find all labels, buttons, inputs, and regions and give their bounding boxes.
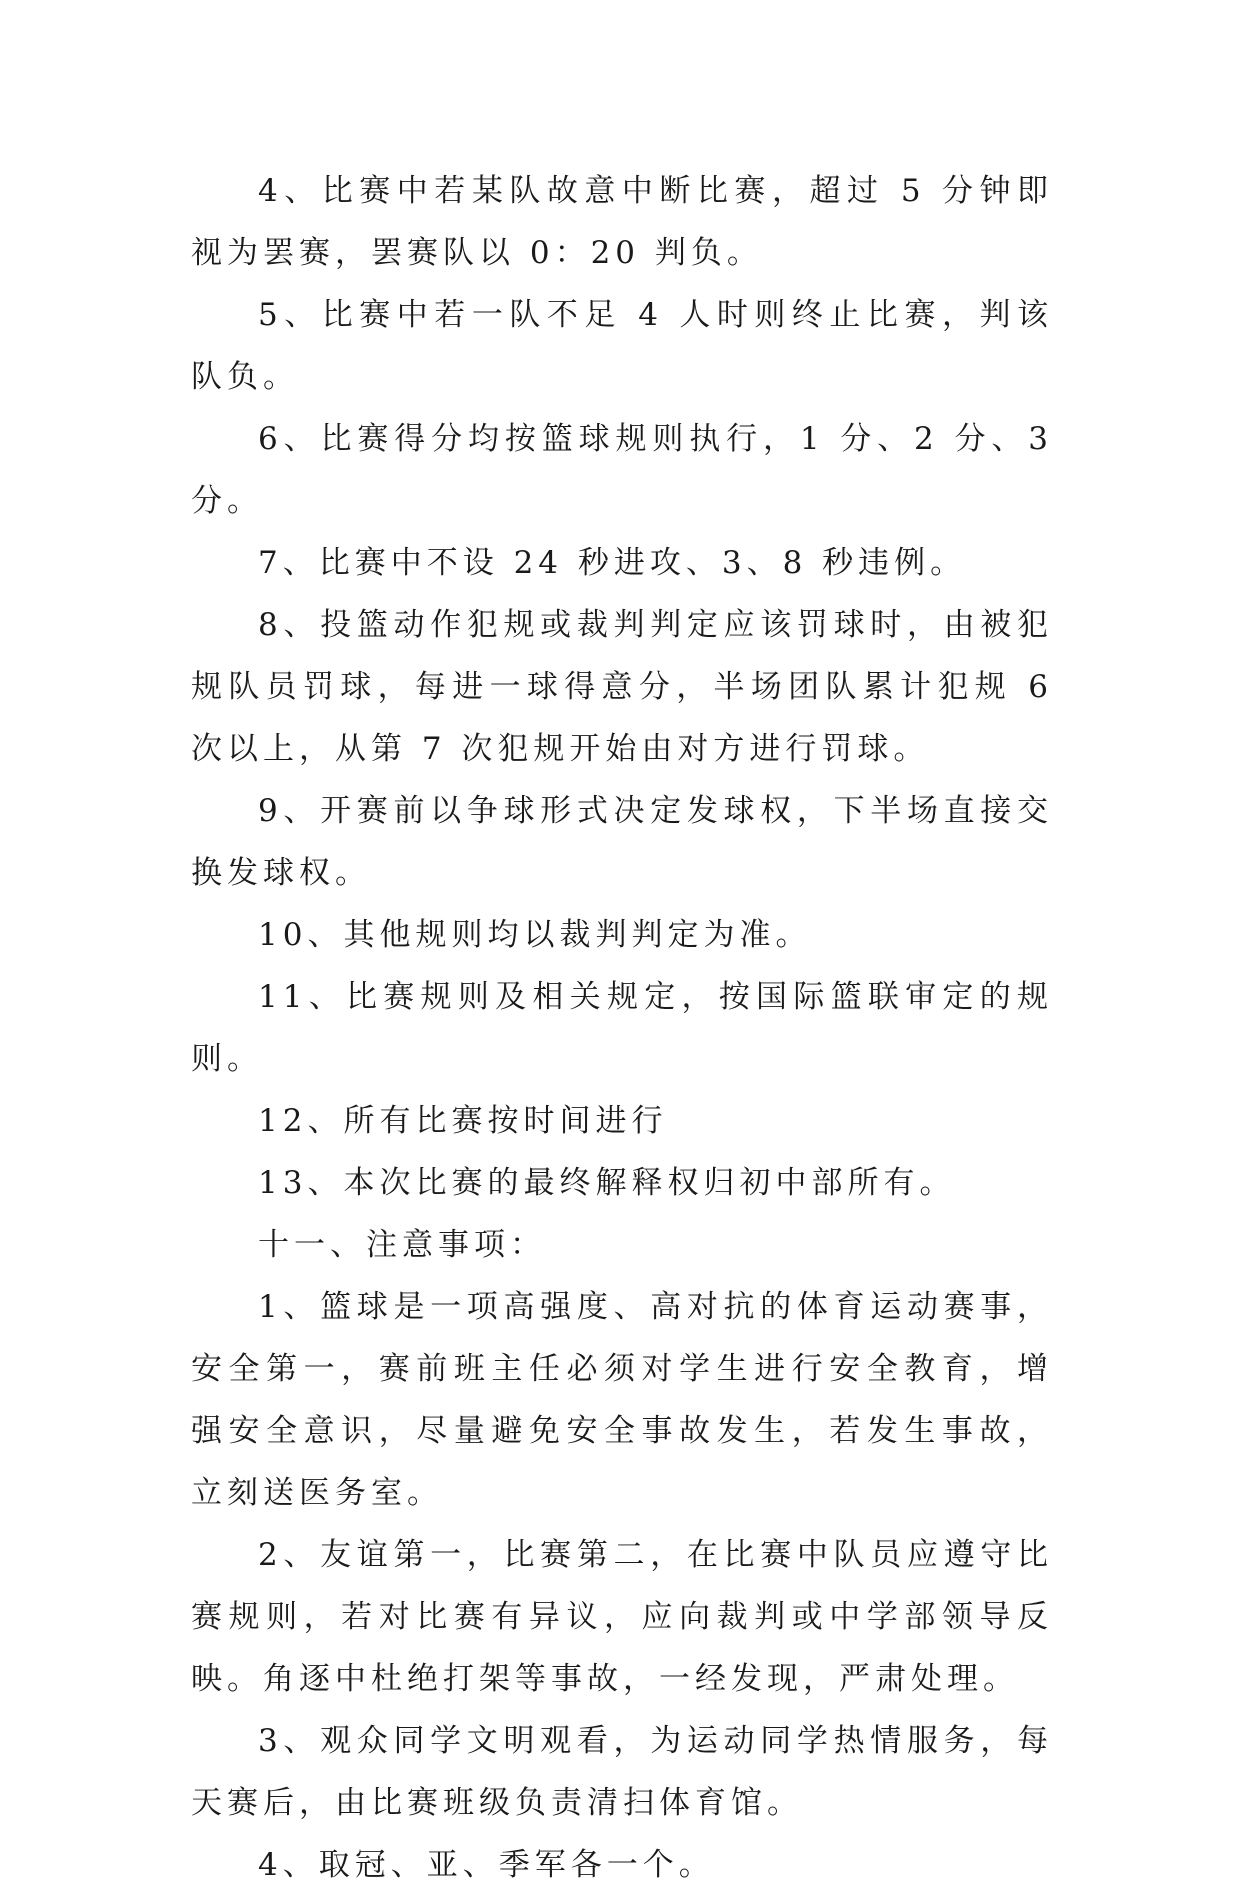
note-paragraph-1-safety: 1、篮球是一项高强度、高对抗的体育运动赛事，安全第一，赛前班主任必须对学生进行安全教育，增强安全意识，尽量避免安全事故发生，若发生事故，立刻送医务室。 bbox=[191, 1289, 1053, 1511]
note-paragraph-2-sportsmanship: 2、友谊第一，比赛第二，在比赛中队员应遵守比赛规则，若对比赛有异议，应向裁判或中学部领导反映。角逐中杜绝打架等事故，一经发现，严肃处理。 bbox=[191, 1537, 1053, 1697]
rule-paragraph-13-interpretation: 13、本次比赛的最终解释权归初中部所有。 bbox=[258, 1165, 956, 1201]
note-paragraph-4-awards: 4、取冠、亚、季军各一个。 bbox=[258, 1847, 715, 1883]
rule-paragraph-5-min-players: 5、比赛中若一队不足 4 人时则终止比赛，判该队负。 bbox=[191, 297, 1053, 395]
rule-paragraph-11-fiba: 11、比赛规则及相关规定，按国际篮联审定的规则。 bbox=[191, 979, 1053, 1077]
rule-paragraph-6-scoring: 6、比赛得分均按篮球规则执行，1 分、2 分、3 分。 bbox=[191, 421, 1053, 519]
rule-paragraph-9-jump-ball: 9、开赛前以争球形式决定发球权，下半场直接交换发球权。 bbox=[191, 793, 1053, 891]
rule-paragraph-12-schedule: 12、所有比赛按时间进行 bbox=[258, 1103, 668, 1139]
rule-paragraph-8-free-throws: 8、投篮动作犯规或裁判判定应该罚球时，由被犯规队员罚球，每进一球得意分，半场团队累计犯规 6 次以上，从第 7 次犯规开始由对方进行罚球。 bbox=[191, 607, 1053, 767]
section-heading-notes: 十一、注意事项： bbox=[258, 1227, 546, 1263]
note-paragraph-3-audience: 3、观众同学文明观看，为运动同学热情服务，每天赛后，由比赛班级负责清扫体育馆。 bbox=[191, 1723, 1053, 1821]
rule-paragraph-7-violations: 7、比赛中不设 24 秒进攻、3、8 秒违例。 bbox=[258, 545, 967, 581]
document-body bbox=[191, 160, 1053, 1896]
rule-paragraph-10-referee: 10、其他规则均以裁判判定为准。 bbox=[258, 917, 812, 953]
rule-paragraph-4-forfeit: 4、比赛中若某队故意中断比赛，超过 5 分钟即视为罢赛，罢赛队以 0：20 判负。 bbox=[191, 173, 1053, 271]
